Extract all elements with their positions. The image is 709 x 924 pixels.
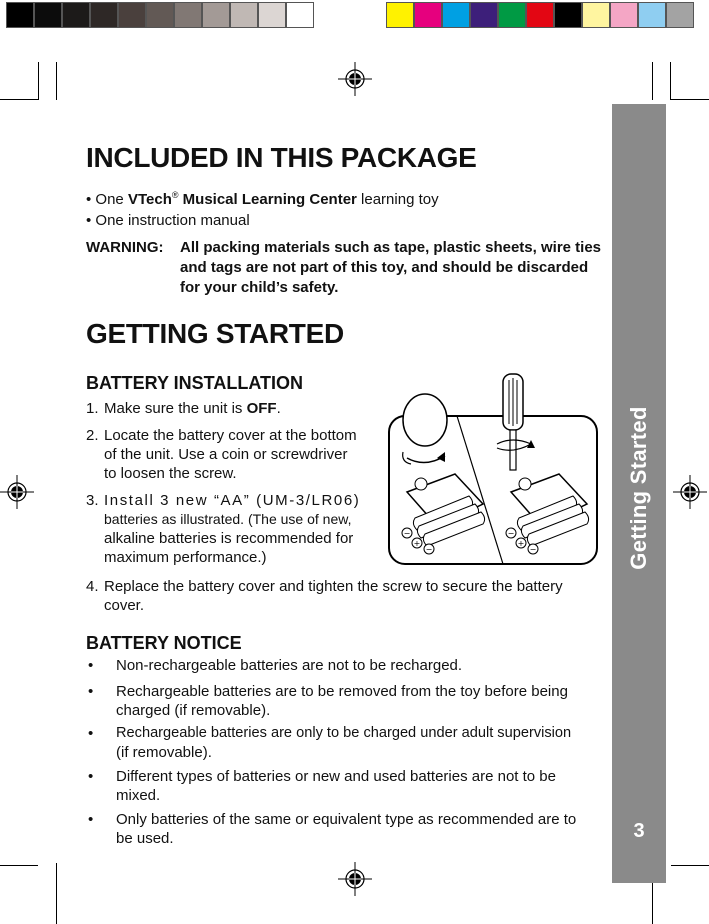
gray-swatch [118, 2, 146, 28]
step-2-line-1: Locate the battery cover at the bottom [104, 427, 357, 444]
notice-5-line-2: be used. [116, 830, 174, 847]
included-item-toy: • One VTech® Musical Learning Center learning toy [86, 190, 439, 208]
step-3-line-1: Install 3 new “AA” (UM-3/LR06) [104, 492, 361, 509]
warning-line-1: All packing materials such as tape, plastic sheets, wire ties [180, 239, 602, 256]
notice-5-line-1: Only batteries of the same or equivalent type as recommended are to [116, 811, 577, 828]
color-swatch [386, 2, 414, 28]
gray-swatch [286, 2, 314, 28]
battery-installation-illustration [385, 368, 600, 568]
plus-terminal-label: + [413, 539, 421, 548]
minus-terminal-label: − [425, 545, 433, 554]
notice-2-line-1: Rechargeable batteries are to be removed from the toy before being [116, 683, 568, 700]
color-swatch [526, 2, 554, 28]
registration-mark-top [338, 62, 372, 96]
minus-terminal-label: − [529, 545, 537, 554]
gray-swatch [146, 2, 174, 28]
step-2-line-3: to loosen the screw. [104, 465, 237, 482]
gray-swatch [174, 2, 202, 28]
gray-swatch [6, 2, 34, 28]
step-3-line-4: maximum performance.) [104, 549, 267, 566]
step-4-number: 4. [86, 578, 99, 595]
warning-line-2: and tags are not part of this toy, and should be discarded [180, 259, 589, 276]
side-tab-label: Getting Started [626, 406, 651, 570]
gray-swatch [202, 2, 230, 28]
battery-notice-heading: BATTERY NOTICE [86, 633, 242, 653]
color-swatch [638, 2, 666, 28]
step-1-text: Make sure the unit is OFF. [104, 400, 281, 417]
gray-swatch [62, 2, 90, 28]
page-number: 3 [633, 820, 645, 842]
notice-4-line-1: Different types of batteries or new and used batteries are not to be [116, 768, 556, 785]
gray-swatch [90, 2, 118, 28]
notice-4-line-2: mixed. [116, 787, 161, 804]
registration-mark-left [0, 475, 34, 509]
step-4-line-1: Replace the battery cover and tighten the screw to secure the battery [104, 578, 563, 595]
notice-4-bullet: • [88, 768, 94, 785]
minus-terminal-label: − [507, 529, 515, 538]
notice-3-bullet: • [88, 725, 94, 742]
step-3-line-3: alkaline batteries is recommended for [104, 530, 354, 547]
included-title: INCLUDED IN THIS PACKAGE [86, 142, 477, 173]
warning-label: WARNING: [86, 239, 164, 256]
color-swatch [498, 2, 526, 28]
included-item-manual: • One instruction manual [86, 212, 250, 229]
color-swatch [554, 2, 582, 28]
step-3-line-2: batteries as illustrated. (The use of new, [104, 511, 352, 527]
step-2-line-2: of the unit. Use a coin or screwdriver [104, 446, 348, 463]
plus-terminal-label: + [517, 539, 525, 548]
color-swatch [442, 2, 470, 28]
gray-swatch [34, 2, 62, 28]
step-1-number: 1. [86, 400, 99, 417]
notice-1-bullet: • [88, 657, 94, 674]
step-2-number: 2. [86, 427, 99, 444]
gray-swatch [230, 2, 258, 28]
color-swatch [666, 2, 694, 28]
getting-started-title: GETTING STARTED [86, 318, 344, 349]
color-swatch [610, 2, 638, 28]
step-3-number: 3. [86, 492, 99, 509]
warning-line-3: for your child’s safety. [180, 279, 339, 296]
color-swatch [414, 2, 442, 28]
notice-3-line-2: (if removable). [116, 744, 212, 761]
color-swatch [582, 2, 610, 28]
minus-terminal-label: − [403, 529, 411, 538]
gray-swatch [258, 2, 286, 28]
battery-installation-heading: BATTERY INSTALLATION [86, 373, 303, 393]
notice-2-bullet: • [88, 683, 94, 700]
notice-1-line-1: Non-rechargeable batteries are not to be recharged. [116, 657, 463, 674]
color-swatch [470, 2, 498, 28]
step-4-line-2: cover. [104, 597, 145, 614]
notice-2-line-2: charged (if removable). [116, 702, 271, 719]
notice-5-bullet: • [88, 811, 94, 828]
registration-mark-bottom [338, 862, 372, 896]
notice-3-line-1: Rechargeable batteries are only to be charged under adult supervision [116, 725, 572, 741]
registration-mark-right [673, 475, 707, 509]
